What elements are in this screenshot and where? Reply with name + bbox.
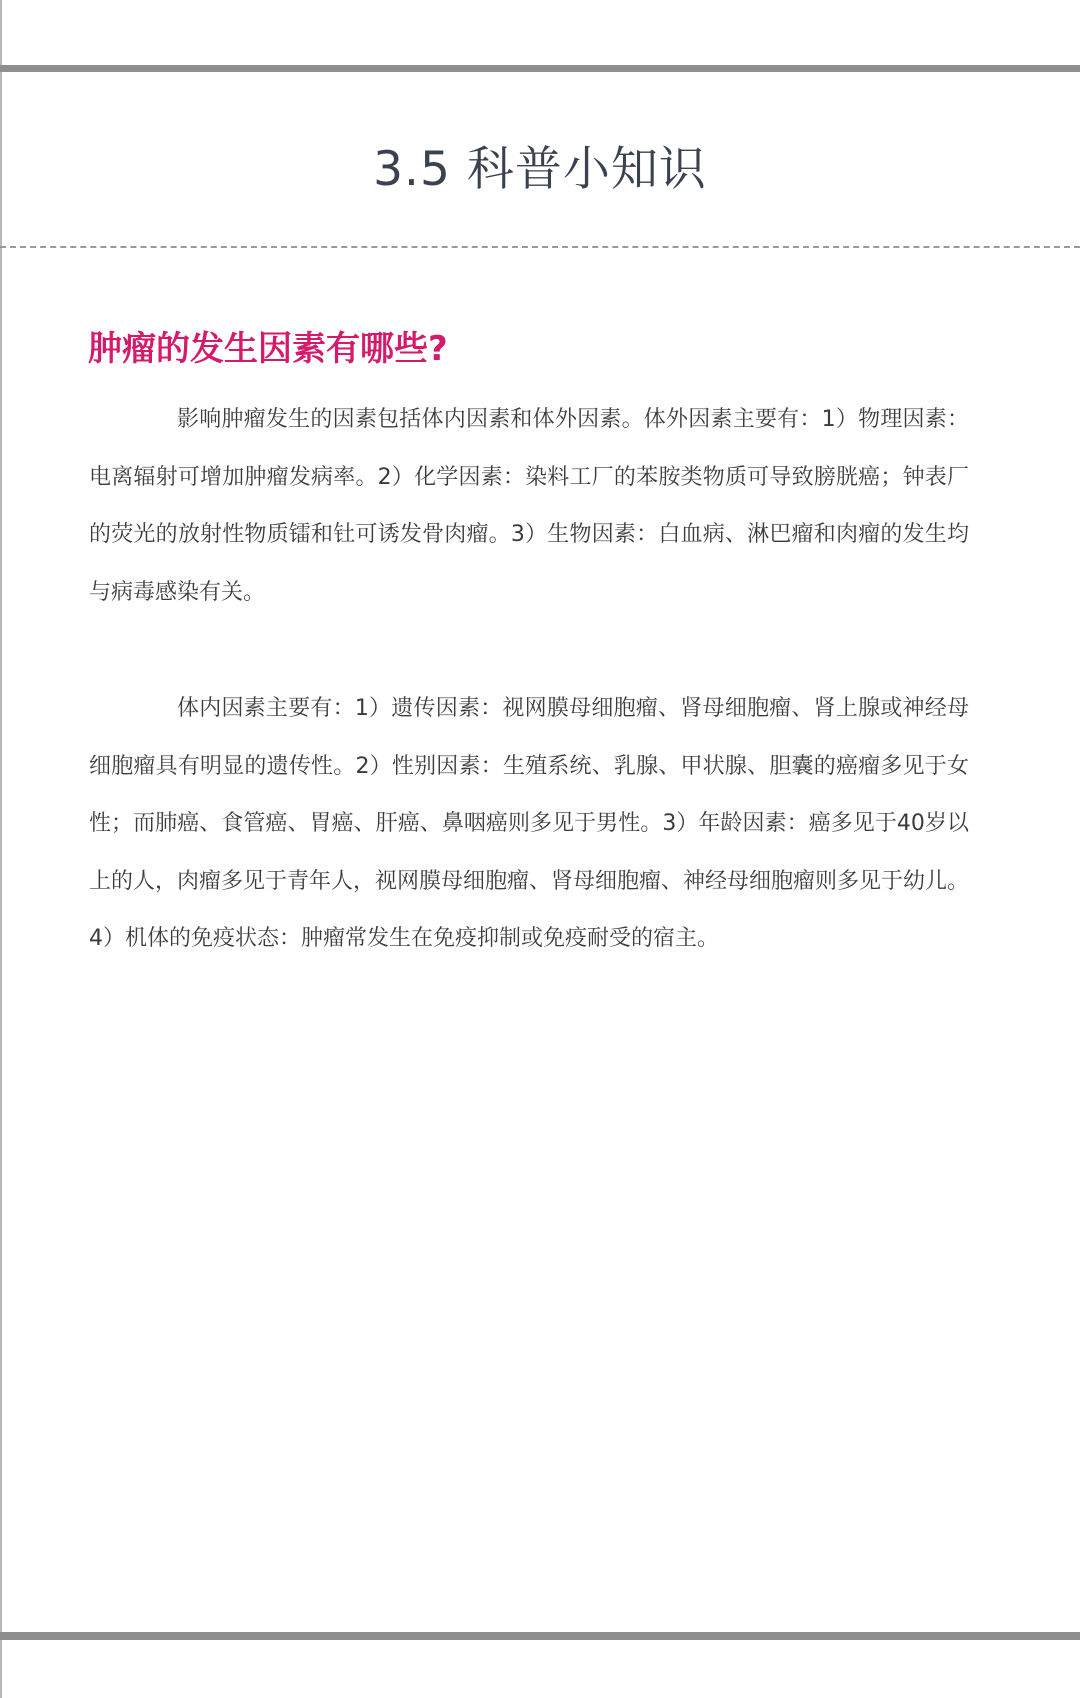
top-rule <box>0 65 1080 72</box>
page-title: 3.5 科普小知识 <box>373 142 707 197</box>
body-paragraph-external-factors: 影响肿瘤发生的因素包括体内因素和体外因素。体外因素主要有：1）物理因素：电离辐射可增加肿瘤发病率。2）化学因素：染料工厂的苯胺类物质可导致膀胱癌；钟表厂的荧光的放射性物质镭和钍可诱发骨肉瘤。3）生物因素：白血病、淋巴瘤和肉瘤的发生均与病毒感染有关。 <box>89 407 970 605</box>
dashed-divider <box>0 246 1080 248</box>
section-heading: 肿瘤的发生因素有哪些? <box>88 329 448 369</box>
bottom-rule <box>0 1632 1080 1640</box>
body-paragraph-internal-factors: 体内因素主要有：1）遗传因素：视网膜母细胞瘤、肾母细胞瘤、肾上腺或神经母细胞瘤具有明显的遗传性。2）性别因素：生殖系统、乳腺、甲状腺、胆囊的癌瘤多见于女性；而肺癌、食管癌、胃癌、肝癌、鼻咽癌则多见于男性。3）年龄因素：癌多见于40岁以上的人，肉瘤多见于青年人，视网膜母细胞瘤、肾母细胞瘤、神经母细胞瘤则多见于幼儿。4）机体的免疫状态：肿瘤常发生在免疫抑制或免疫耐受的宿主。 <box>89 696 970 951</box>
page-left-edge <box>0 0 2 1698</box>
